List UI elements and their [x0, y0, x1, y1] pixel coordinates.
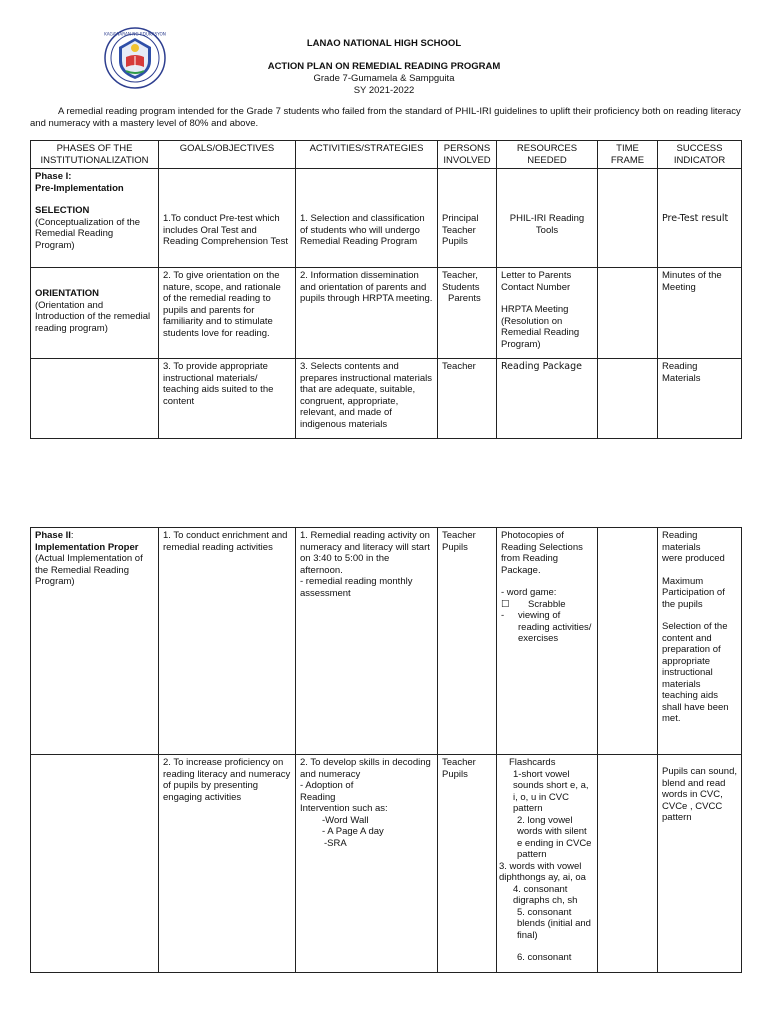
table-row — [31, 268, 742, 359]
goal-cell: 1.To conduct Pre-test which includes Oral Test and Reading Comprehension Test — [159, 169, 296, 268]
action-plan-table-phase2 — [30, 527, 742, 973]
phase-cell — [31, 755, 159, 973]
table-row — [31, 359, 742, 439]
school-year: SY 2021-2022 — [353, 85, 415, 96]
activity-cell: 1. Remedial reading activity on numeracy and literacy will start on 3:40 to 5:00 in the afternoon. - remedial reading monthly assessment — [296, 528, 438, 755]
phase1-name: Pre-Implementation — [35, 182, 124, 194]
col-header-success: SUCCESS INDICATOR — [658, 141, 742, 169]
col-header-resources: RESOURCES NEEDED — [497, 141, 598, 169]
grade-section: Grade 7-Gumamela & Sampguita — [313, 73, 455, 84]
col-header-goals: GOALS/OBJECTIVES — [159, 141, 296, 169]
time-frame-cell — [598, 359, 658, 439]
phase-cell — [31, 528, 159, 755]
checkbox-bullet-icon: ☐ — [501, 598, 510, 610]
time-frame-cell — [598, 755, 658, 973]
resources-cell: Letter to Parents Contact Number HRPTA Meeting (Resolution on Remedial Reading Program) — [497, 268, 598, 359]
table-header-row — [31, 141, 742, 169]
phase1-label: Phase I: — [35, 171, 72, 182]
phase2-name: Implementation Proper — [35, 541, 139, 553]
action-plan-table-phase1 — [30, 140, 742, 439]
activity-cell: 3. Selects contents and prepares instructional materials that are adequate, suitable, congruent, appropriate, relevant, and made of indigenous materials — [296, 359, 438, 439]
phase2-desc: (Actual Implementation of the Remedial Reading Program) — [35, 553, 143, 587]
col-header-time-frame: TIME FRAME — [598, 141, 658, 169]
school-name: LANAO NATIONAL HIGH SCHOOL — [306, 38, 462, 49]
selection-title: SELECTION — [35, 205, 90, 216]
table-row — [31, 528, 742, 755]
resources-cell: Flashcards 1-short vowel sounds short e, a, i, o, u in CVC pattern 2. long vowel words with silent e ending in CVCe pattern 3. words with vowel diphthongs ay, ai, oa 4. consonant digraphs ch, sh 5. consonant blends (initial and final) 6. consonant — [497, 755, 598, 973]
col-header-activities: ACTIVITIES/STRATEGIES — [296, 141, 438, 169]
resources-cell: Photocopies of Reading Selections from Reading Package. - word game: ☐ Scrabble - viewing of reading activities/ exercises — [497, 528, 598, 755]
indicator-cell: Pupils can sound, blend and read words in CVC, CVCe , CVCC pattern — [658, 755, 742, 973]
table-row — [31, 169, 742, 268]
indicator-cell: Reading materials were produced Maximum Participation of the pupils Selection of the content and preparation of appropriate instructional materials teaching aids shall have been met. — [658, 528, 742, 755]
goal-cell: 2. To give orientation on the nature, scope, and rationale of the remedial reading to pupils and parents for familiarity and to stimulate students love for reading. — [159, 268, 296, 359]
time-frame-cell — [598, 268, 658, 359]
persons-cell: Teacher Pupils — [438, 528, 497, 755]
goal-cell: 1. To conduct enrichment and remedial reading activities — [159, 528, 296, 755]
selection-desc: (Conceptualization of the Remedial Reading Program) — [35, 216, 141, 251]
phase-cell — [31, 169, 159, 268]
activity-cell: 2. To develop skills in decoding and numeracy - Adoption of Reading Intervention such as: -Word Wall - A Page A day -SRA — [296, 755, 438, 973]
persons-cell: Teacher — [438, 359, 497, 439]
resources-cell: PHIL-IRI Reading Tools — [497, 169, 598, 268]
time-frame-cell — [598, 528, 658, 755]
document-title: ACTION PLAN ON REMEDIAL READING PROGRAM — [267, 61, 501, 72]
activity-cell: 2. Information dissemination and orientation of parents and pupils through HRPTA meeting. — [296, 268, 438, 359]
indicator-cell: Reading Materials — [658, 359, 742, 439]
col-header-phases: PHASES OF THE INSTITUTIONALIZATION — [31, 141, 159, 169]
resources-cell: Reading Package — [497, 359, 598, 439]
persons-cell: Teacher Pupils — [438, 755, 497, 973]
goal-cell: 2. To increase proficiency on reading literacy and numeracy of pupils by presenting engaging activities — [159, 755, 296, 973]
persons-cell: Teacher, Students Parents — [438, 268, 497, 359]
phase-cell — [31, 359, 159, 439]
indicator-cell: Minutes of the Meeting — [658, 268, 742, 359]
activity-cell: 1. Selection and classification of students who will undergo Remedial Reading Program — [296, 169, 438, 268]
svg-text:KAGAWARAN NG EDUKASYON: KAGAWARAN NG EDUKASYON — [104, 31, 166, 37]
col-header-persons: PERSONS INVOLVED — [438, 141, 497, 169]
intro-paragraph: A remedial reading program intended for the Grade 7 students who failed from the standard of PHIL-IRI guidelines to uplift their proficiency both on reading literacy and numeracy with a mastery level of 80% and above. — [30, 106, 741, 129]
phase-cell — [31, 268, 159, 359]
phase2-label: Phase II: — [35, 530, 74, 541]
time-frame-cell — [598, 169, 658, 268]
persons-cell: Principal Teacher Pupils — [438, 169, 497, 268]
orientation-title: ORIENTATION — [35, 288, 100, 299]
table-row — [31, 755, 742, 973]
goal-cell: 3. To provide appropriate instructional materials/ teaching aids suited to the content — [159, 359, 296, 439]
indicator-cell: Pre-Test result — [658, 169, 742, 268]
orientation-desc: (Orientation and Introduction of the remedial reading program) — [35, 299, 151, 334]
